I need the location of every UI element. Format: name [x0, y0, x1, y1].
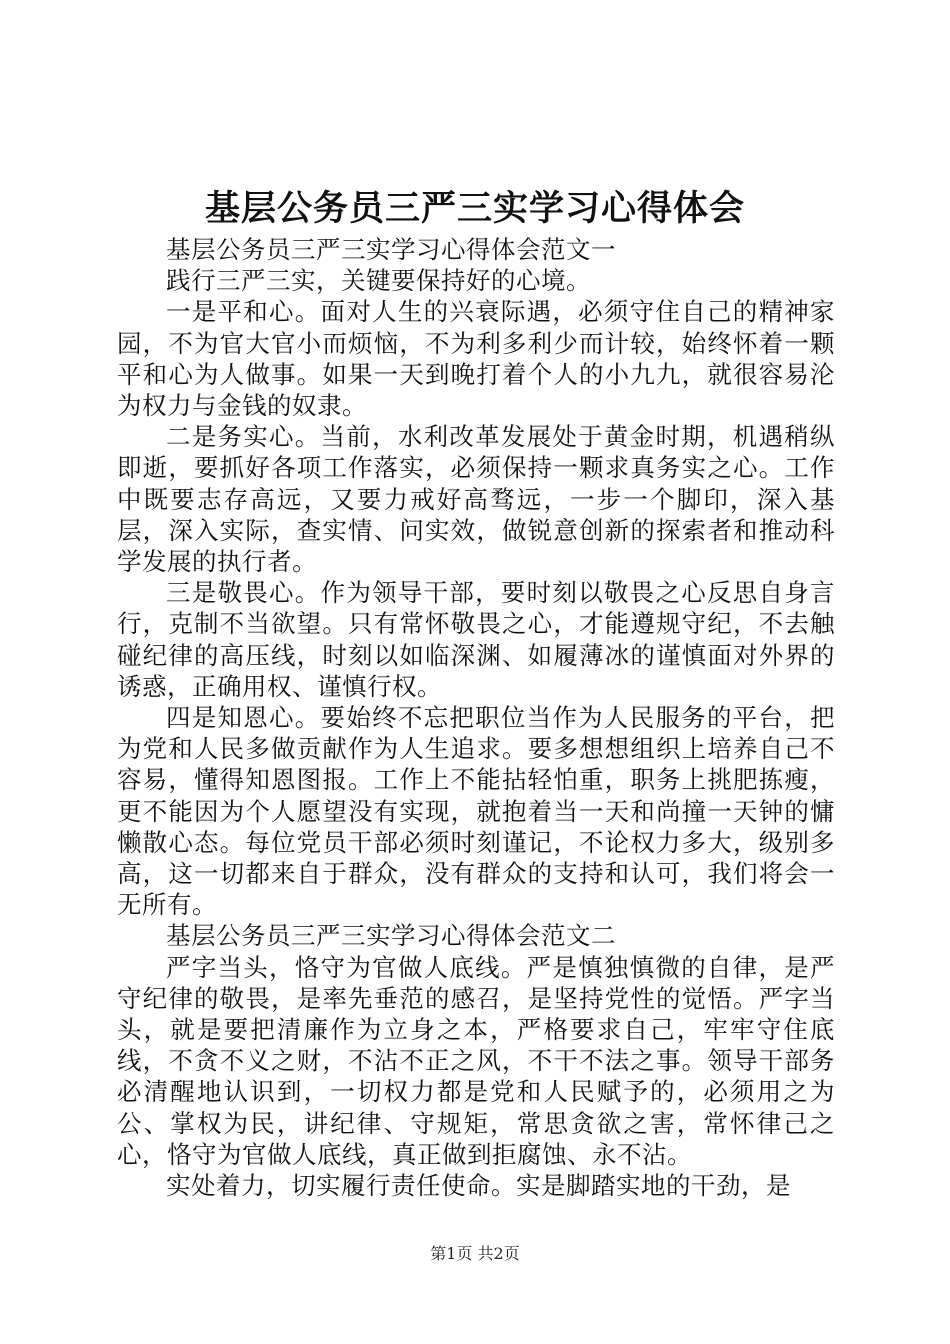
- document-body: [117, 234, 835, 1201]
- paragraph-sample-heading-2: 基层公务员三严三实学习心得体会范文二: [166, 921, 616, 951]
- paragraph-point-3: 三是敬畏心。作为领导干部，要时刻以敬畏之心反思自身言行，克制不当欲望。只有常怀敬畏之心，才能遵规守纪，不去触碰纪律的高压线，时刻以如临深渊、如履薄冰的谨慎面对外界的诱惑，正确用权、谨慎行权。: [117, 578, 835, 701]
- paragraph-sample-heading-1: 基层公务员三严三实学习心得体会范文一: [166, 235, 616, 264]
- paragraph-point-1: 一是平和心。面对人生的兴衰际遇，必须守住自己的精神家园，不为官大官小而烦恼，不为利多利少而计较，始终怀着一颗平和心为人做事。如果一天到晚打着个人的小九九，就很容易沦为权力与金钱的奴隶。: [117, 297, 835, 421]
- paragraph-point-2: 二是务实心。当前，水利改革发展处于黄金时期，机遇稍纵即逝，要抓好各项工作落实，必须保持一颗求真务实之心。工作中既要志存高远，又要力戒好高骛远，一步一个脚印，深入基层，深入实际，查实情、问实效，做锐意创新的探索者和推动科学发展的执行者。: [117, 422, 835, 577]
- document-title: 基层公务员三严三实学习心得体会: [204, 188, 745, 229]
- paragraph-practical: 实处着力，切实履行责任使命。实是脚踏实地的干劲，是: [166, 1171, 791, 1201]
- page-number-footer: 第1页 共2页: [430, 1244, 520, 1263]
- paragraph-point-4: 四是知恩心。要始终不忘把职位当作为人民服务的平台，把为党和人民多做贡献作为人生追求。要多想想组织上培养自己不容易，懂得知恩图报。工作上不能拈轻怕重，职务上挑肥拣瘦，更不能因为个人愿望没有实现，就抱着当一天和尚撞一天钟的慵懒散心态。每位党员干部必须时刻谨记，不论权力多大，级别多高，这一切都来自于群众，没有群众的支持和认可，我们将会一无所有。: [117, 703, 835, 920]
- paragraph-intro: 践行三严三实，关键要保持好的心境。: [166, 266, 591, 296]
- paragraph-strict: 严字当头，恪守为官做人底线。严是慎独慎微的自律，是严守纪律的敬畏，是率先垂范的感召，是坚持党性的觉悟。严字当头，就是要把清廉作为立身之本，严格要求自己，牢牢守住底线，不贪不义之财，不沾不正之风，不干不法之事。领导干部务必清醒地认识到，一切权力都是党和人民赋予的，必须用之为公、掌权为民，讲纪律、守规矩，常思贪欲之害，常怀律己之心，恪守为官做人底线，真正做到拒腐蚀、永不沾。: [117, 952, 835, 1169]
